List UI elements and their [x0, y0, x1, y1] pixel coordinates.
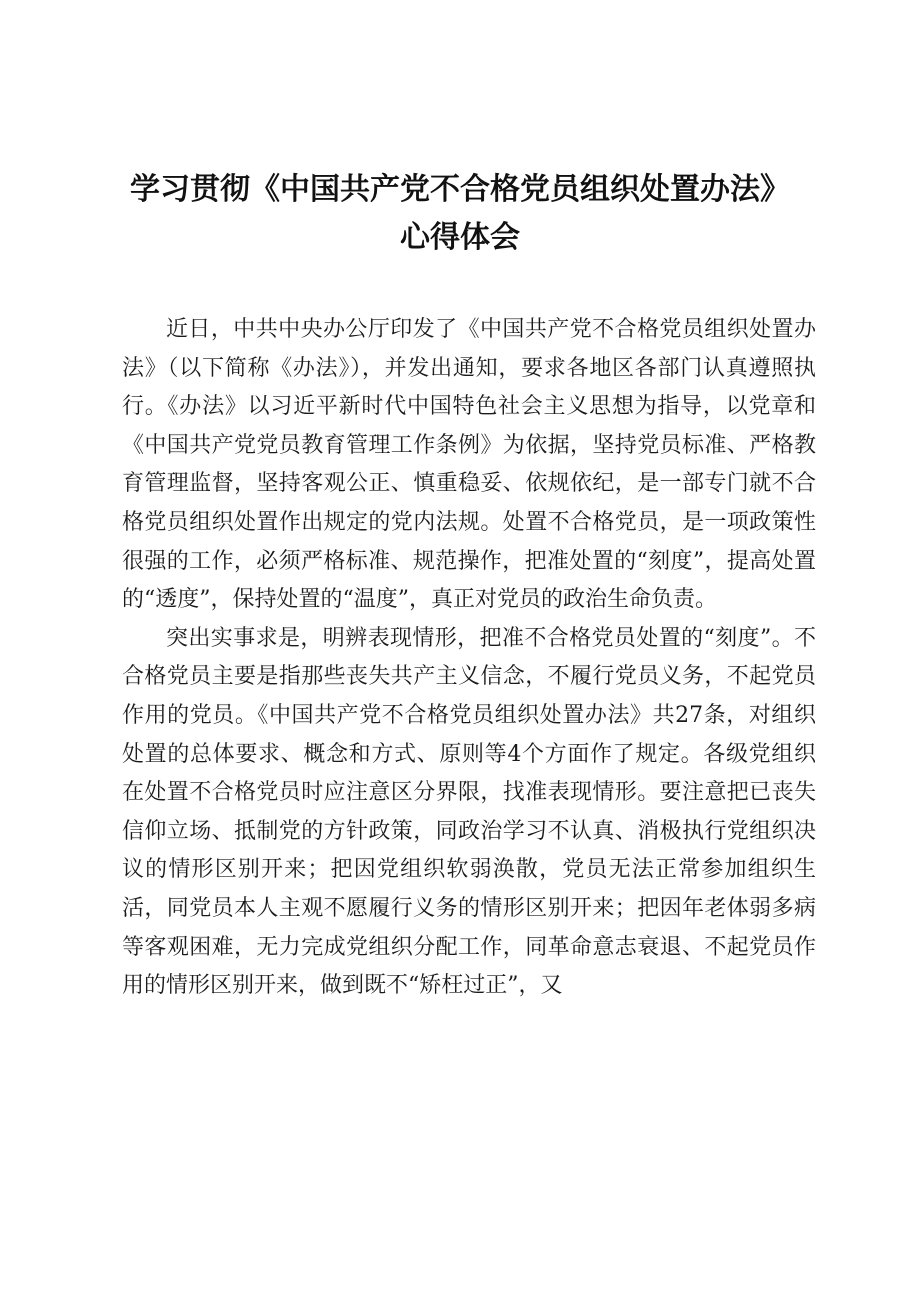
paragraph-2: 突出实事求是，明辨表现情形，把准不合格党员处置的“刻度”。不合格党员主要是指那些丧失共产主义信念，不履行党员义务，不起党员作用的党员。《中国共产党不合格党员组织处置办法》共27条，对组织处置的总体要求、概念和方式、原则等4个方面作了规定。各级党组织在处置不合格党员时应注意区分界限，找准表现情形。要注意把已丧失信仰立场、抵制党的方针政策，同政治学习不认真、消极执行党组织决议的情形区别开来；把因党组织软弱涣散，党员无法正常参加组织生活，同党员本人主观不愿履行义务的情形区别开来；把因年老体弱多病等客观困难，无力完成党组织分配工作，同革命意志衰退、不起党员作用的情形区别开来，做到既不“矫枉过正”，又: [122, 625, 816, 999]
document-title: 学习贯彻《中国共产党不合格党员组织处置办法》心得体会: [130, 172, 790, 255]
document-body: [122, 311, 816, 1006]
paragraph-1: 近日，中共中央办公厅印发了《中国共产党不合格党员组织处置办法》（以下简称《办法》），并发出通知，要求各地区各部门认真遵照执行。《办法》以习近平新时代中国特色社会主义思想为指导，以党章和《中国共产党党员教育管理工作条例》为依据，坚持党员标准、严格教育管理监督，坚持客观公正、慎重稳妥、依规依纪，是一部专门就不合格党员组织处置作出规定的党内法规。处置不合格党员，是一项政策性很强的工作，必须严格标准、规范操作，把准处置的“刻度”，提高处置的“透度”，保持处置的“温度”，真正对党员的政治生命负责。: [122, 317, 816, 613]
